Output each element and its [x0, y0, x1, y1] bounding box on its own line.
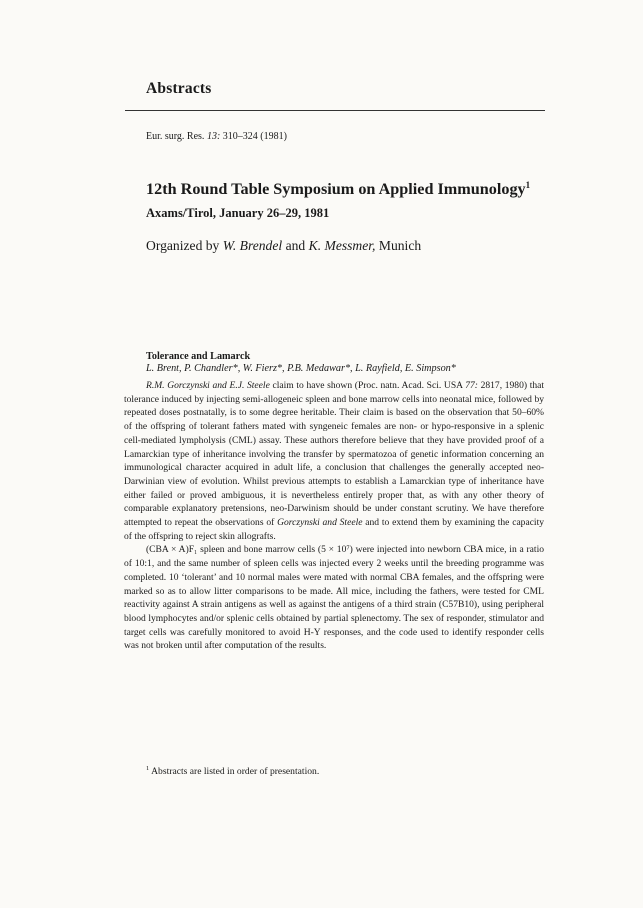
title-footnote-mark: 1: [525, 180, 531, 190]
header-rule: [125, 110, 545, 111]
footnote: [146, 765, 319, 777]
abstract-title: Tolerance and Lamarck: [146, 351, 251, 362]
abstract-body: [124, 379, 544, 653]
citation-journal: Eur. surg. Res.: [146, 131, 205, 142]
citation-volume: 13:: [206, 131, 221, 142]
symposium-title: [146, 180, 530, 199]
cited-volume: 77:: [465, 380, 478, 391]
symposium-title-text: 12th Round Table Symposium on Applied Immunology: [146, 180, 526, 198]
cited-authors: R.M. Gorczynski and E.J. Steele: [146, 380, 270, 391]
organizer-messmer: K. Messmer,: [308, 238, 376, 253]
journal-citation: [146, 131, 287, 142]
organized-city: Munich: [378, 238, 422, 253]
footnote-mark: 1: [146, 765, 150, 772]
section-heading: Abstracts: [146, 80, 212, 97]
organizer-brendel: W. Brendel: [222, 238, 283, 253]
cited-authors-2: Gorczynski and Steele: [277, 517, 363, 529]
abstract-paragraph-2: (CBA × A)F₁ spleen and bone marrow cells (5 × 10⁷) were injected into newborn CBA mice, in a ratio of 10:1, and the same number of spleen cells was injected every 2 weeks until the breeding programme was completed. 10 ‘tolerant’ and 10 normal males were mated with normal CBA females, and the offspring were marked so as to allow litter comparisons to be made. All mice, including the fathers, were tested for CML reactivity against A strain antigens as well as against the antigens of a third strain (C57B10), using peripheral blood lymphocytes and/or splenic cells obtained by partial splenectomy. The sex of responder, stimulator and target cells was carefully monitored to avoid H-Y responses, and the code used to identify responder cells was not broken until after computation of the results.: [124, 544, 544, 652]
symposium-location-dates: Axams/Tirol, January 26–29, 1981: [146, 206, 330, 220]
organized-and: and: [285, 238, 306, 253]
footnote-text: Abstracts are listed in order of presentation.: [151, 766, 320, 777]
abstract-paragraph-1: R.M. Gorczynski and E.J. Steele claim to have shown (Proc. natn. Acad. Sci. USA 77: 2817, 1980) that tolerance induced by injecting semi-allogeneic spleen and bone marrow cells into neonatal mice, followed by repeated doses postnatally, is to some degree heritable. Their claim is based on the observation that 50–60% of the offspring of tolerant fathers mated with syngeneic females are non- or hypo-responsive in a splenic cell-mediated lympholysis (CML) assay. These authors therefore believe that they have provided proof of a Lamarckian type of inheritance involving the transfer by spermatozoa of genetic information concerning an immunological character acquired in adult life, a conclusion that challenges the generally accepted neo-Darwinian view of evolution. Whilst previous attempts to establish a Lamarckian type of inheritance have either failed or proved ambiguous, it is nevertheless entirely proper that, as with any other theory of comparable explanatory pretensions, neo-Darwinism should be under constant scrutiny. We have therefore attempted to repeat the observations of Gorczynski and Steele and to extend them by examining the capacity of the offspring to reject skin allografts.: [124, 380, 545, 542]
citation-pages-year: 310–324 (1981): [222, 131, 287, 142]
abstract-authors: L. Brent, P. Chandler*, W. Fierz*, P.B. Medawar*, L. Rayfield, E. Simpson*: [146, 363, 456, 374]
organizers-line: [146, 238, 421, 254]
organized-prefix: Organized by: [146, 238, 220, 253]
